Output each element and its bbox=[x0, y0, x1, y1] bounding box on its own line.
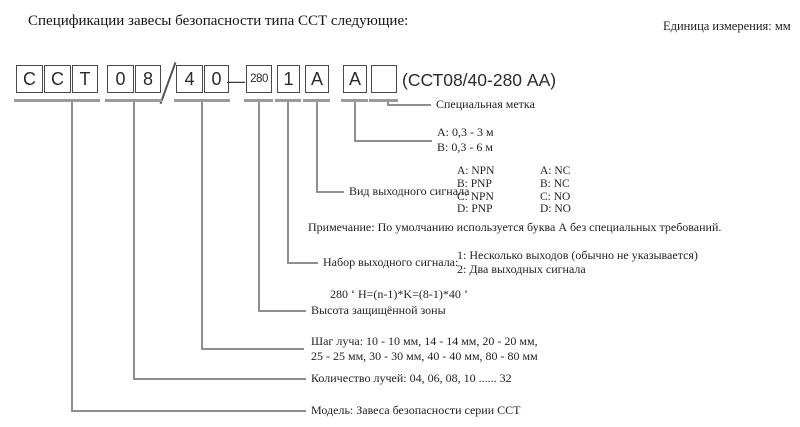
code-box-c1: С bbox=[16, 65, 43, 93]
code-box-pitch-4: 4 bbox=[176, 65, 203, 93]
signal-type-row bbox=[457, 203, 571, 216]
code-box-range: А bbox=[343, 65, 367, 93]
beam-pitch-line-1: Шаг луча: 10 - 10 мм, 14 - 14 мм, 20 - 20 мм, bbox=[311, 334, 538, 348]
code-box-beams-0: 0 bbox=[107, 65, 134, 93]
connector-signal-set-vline bbox=[287, 102, 289, 262]
sensing-range-b: В: 0,3 - 6 м bbox=[437, 140, 493, 154]
label-model: Модель: Завеса безопасности серии ССТ bbox=[311, 403, 521, 417]
label-signal-set: Набор выходного сигнала: bbox=[323, 255, 459, 269]
connector-signal-set-hline bbox=[287, 262, 318, 264]
signal-type-row bbox=[457, 165, 571, 178]
height-formula: 280 ‘ H=(n-1)*K=(8-1)*40 ’ bbox=[330, 287, 468, 301]
connector-height-vline bbox=[258, 102, 260, 310]
signal-type-row bbox=[457, 191, 571, 204]
signal-state-cell: B: NC bbox=[540, 177, 570, 190]
connector-height-hline bbox=[258, 310, 306, 312]
signal-state-cell: C: NO bbox=[540, 190, 571, 203]
connector-signal-type-vline bbox=[316, 102, 318, 191]
connector-range-vline bbox=[354, 102, 356, 140]
label-sensing-range bbox=[437, 125, 494, 155]
sensing-range-a: А: 0,3 - 3 м bbox=[437, 125, 494, 139]
beam-pitch-line-2: 25 - 25 мм, 30 - 30 мм, 40 - 40 мм, 80 - 80 мм bbox=[311, 349, 538, 363]
slash-separator bbox=[160, 62, 177, 104]
code-box-beams-8: 8 bbox=[135, 65, 161, 93]
signal-set-option-2: 2: Два выходных сигнала bbox=[457, 262, 586, 276]
connector-special-hline bbox=[387, 104, 431, 106]
signal-set-option-1: 1: Несколько выходов (обычно не указывается) bbox=[457, 248, 698, 262]
connector-model-hline bbox=[71, 410, 306, 412]
code-box-pitch-0: 0 bbox=[204, 65, 229, 93]
example-code: (ССТ08/40-280 АА) bbox=[402, 70, 557, 90]
connector-beam-pitch-vline bbox=[201, 102, 203, 348]
signal-set-options bbox=[457, 248, 698, 276]
label-protected-height: Высота защищённой зоны bbox=[311, 303, 446, 317]
connector-model-vline bbox=[71, 102, 73, 410]
signal-state-cell: D: NO bbox=[540, 203, 571, 216]
underline-model bbox=[14, 99, 100, 102]
connector-signal-type-hline bbox=[316, 191, 344, 193]
code-box-t: Т bbox=[72, 65, 98, 93]
code-box-signal-set: 1 bbox=[277, 65, 300, 93]
label-special-mark: Специальная метка bbox=[436, 97, 535, 111]
signal-type-cell: A: NPN bbox=[457, 165, 495, 177]
code-box-c2: С bbox=[44, 65, 71, 93]
label-beam-pitch bbox=[311, 334, 538, 364]
signal-state-cell: A: NC bbox=[540, 165, 571, 177]
code-box-signal-type: А bbox=[305, 65, 329, 93]
dash-separator: — bbox=[227, 71, 245, 91]
label-signal-type: Вид выходного сигнала bbox=[349, 184, 470, 198]
unit-note: Единица измерения: мм bbox=[663, 19, 791, 33]
underline-special bbox=[369, 99, 398, 102]
label-beam-count: Количество лучей: 04, 06, 08, 10 ...... 32 bbox=[311, 371, 512, 385]
connector-beam-count-vline bbox=[133, 102, 135, 378]
code-box-height: 280 bbox=[246, 65, 272, 93]
connector-range-hline bbox=[354, 140, 432, 142]
signal-type-cell: B: PNP bbox=[457, 177, 492, 190]
signal-type-table bbox=[457, 165, 571, 216]
default-note: Примечание: По умолчанию используется буква А без специальных требований. bbox=[308, 220, 722, 234]
signal-type-row bbox=[457, 178, 571, 191]
signal-type-cell: C: NPN bbox=[457, 190, 494, 203]
page-title: Спецификации завесы безопасности типа ССТ следующие: bbox=[28, 13, 409, 29]
code-box-special-mark bbox=[371, 65, 397, 93]
signal-type-cell: D: PNP bbox=[457, 203, 493, 216]
connector-beam-pitch-hline bbox=[201, 348, 304, 350]
connector-beam-count-hline bbox=[133, 378, 306, 380]
